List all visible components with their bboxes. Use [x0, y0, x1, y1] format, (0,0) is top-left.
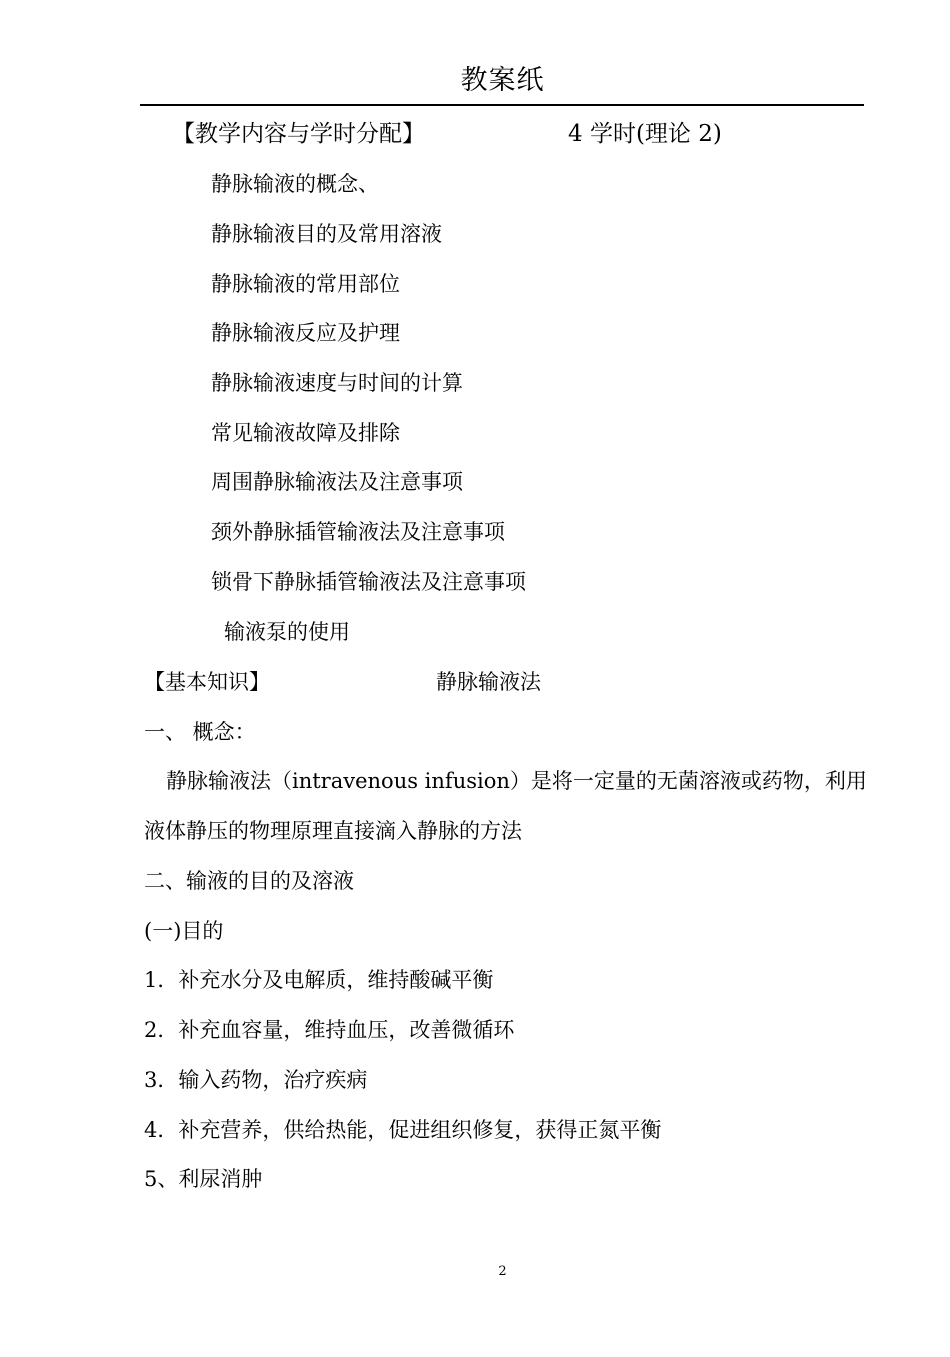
page-title: 教案纸 [460, 65, 545, 96]
header-divider [140, 104, 864, 106]
purpose-item: 2．补充血容量，维持血压，改善微循环 [144, 1018, 515, 1042]
purpose-item: 1．补充水分及电解质，维持酸碱平衡 [144, 968, 494, 992]
content-item: 颈外静脉插管输液法及注意事项 [211, 520, 505, 544]
concept-text-line2: 液体静压的物理原理直接滴入静脉的方法 [144, 819, 522, 843]
content-item: 输液泵的使用 [224, 620, 350, 644]
knowledge-topic: 静脉输液法 [436, 670, 541, 694]
content-heading: 【教学内容与学时分配】 [172, 121, 425, 147]
purpose-subheading: (一)目的 [144, 919, 224, 943]
content-item: 静脉输液反应及护理 [211, 321, 400, 345]
content-item: 静脉输液的常用部位 [211, 272, 400, 296]
content-item: 静脉输液速度与时间的计算 [211, 371, 463, 395]
page-number: 2 [498, 1264, 507, 1279]
purpose-item: 5、利尿消肿 [144, 1167, 263, 1191]
purpose-item: 3．输入药物，治疗疾病 [144, 1068, 368, 1092]
content-item: 静脉输液目的及常用溶液 [211, 222, 442, 246]
content-item: 锁骨下静脉插管输液法及注意事项 [211, 570, 526, 594]
purpose-item: 4．补充营养，供给热能，促进组织修复，获得正氮平衡 [144, 1118, 662, 1142]
concept-text-line1: 静脉输液法（intravenous infusion）是将一定量的无菌溶液或药物，利用 [166, 769, 867, 793]
content-item: 常见输液故障及排除 [211, 421, 400, 445]
concept-heading: 一、 概念： [144, 720, 256, 744]
purpose-heading: 二、输液的目的及溶液 [144, 869, 354, 893]
knowledge-heading: 【基本知识】 [144, 670, 270, 694]
content-item: 静脉输液的概念、 [211, 172, 379, 196]
hours-allocation: 4 学时(理论 2) [568, 121, 722, 147]
content-item: 周围静脉输液法及注意事项 [211, 470, 463, 494]
